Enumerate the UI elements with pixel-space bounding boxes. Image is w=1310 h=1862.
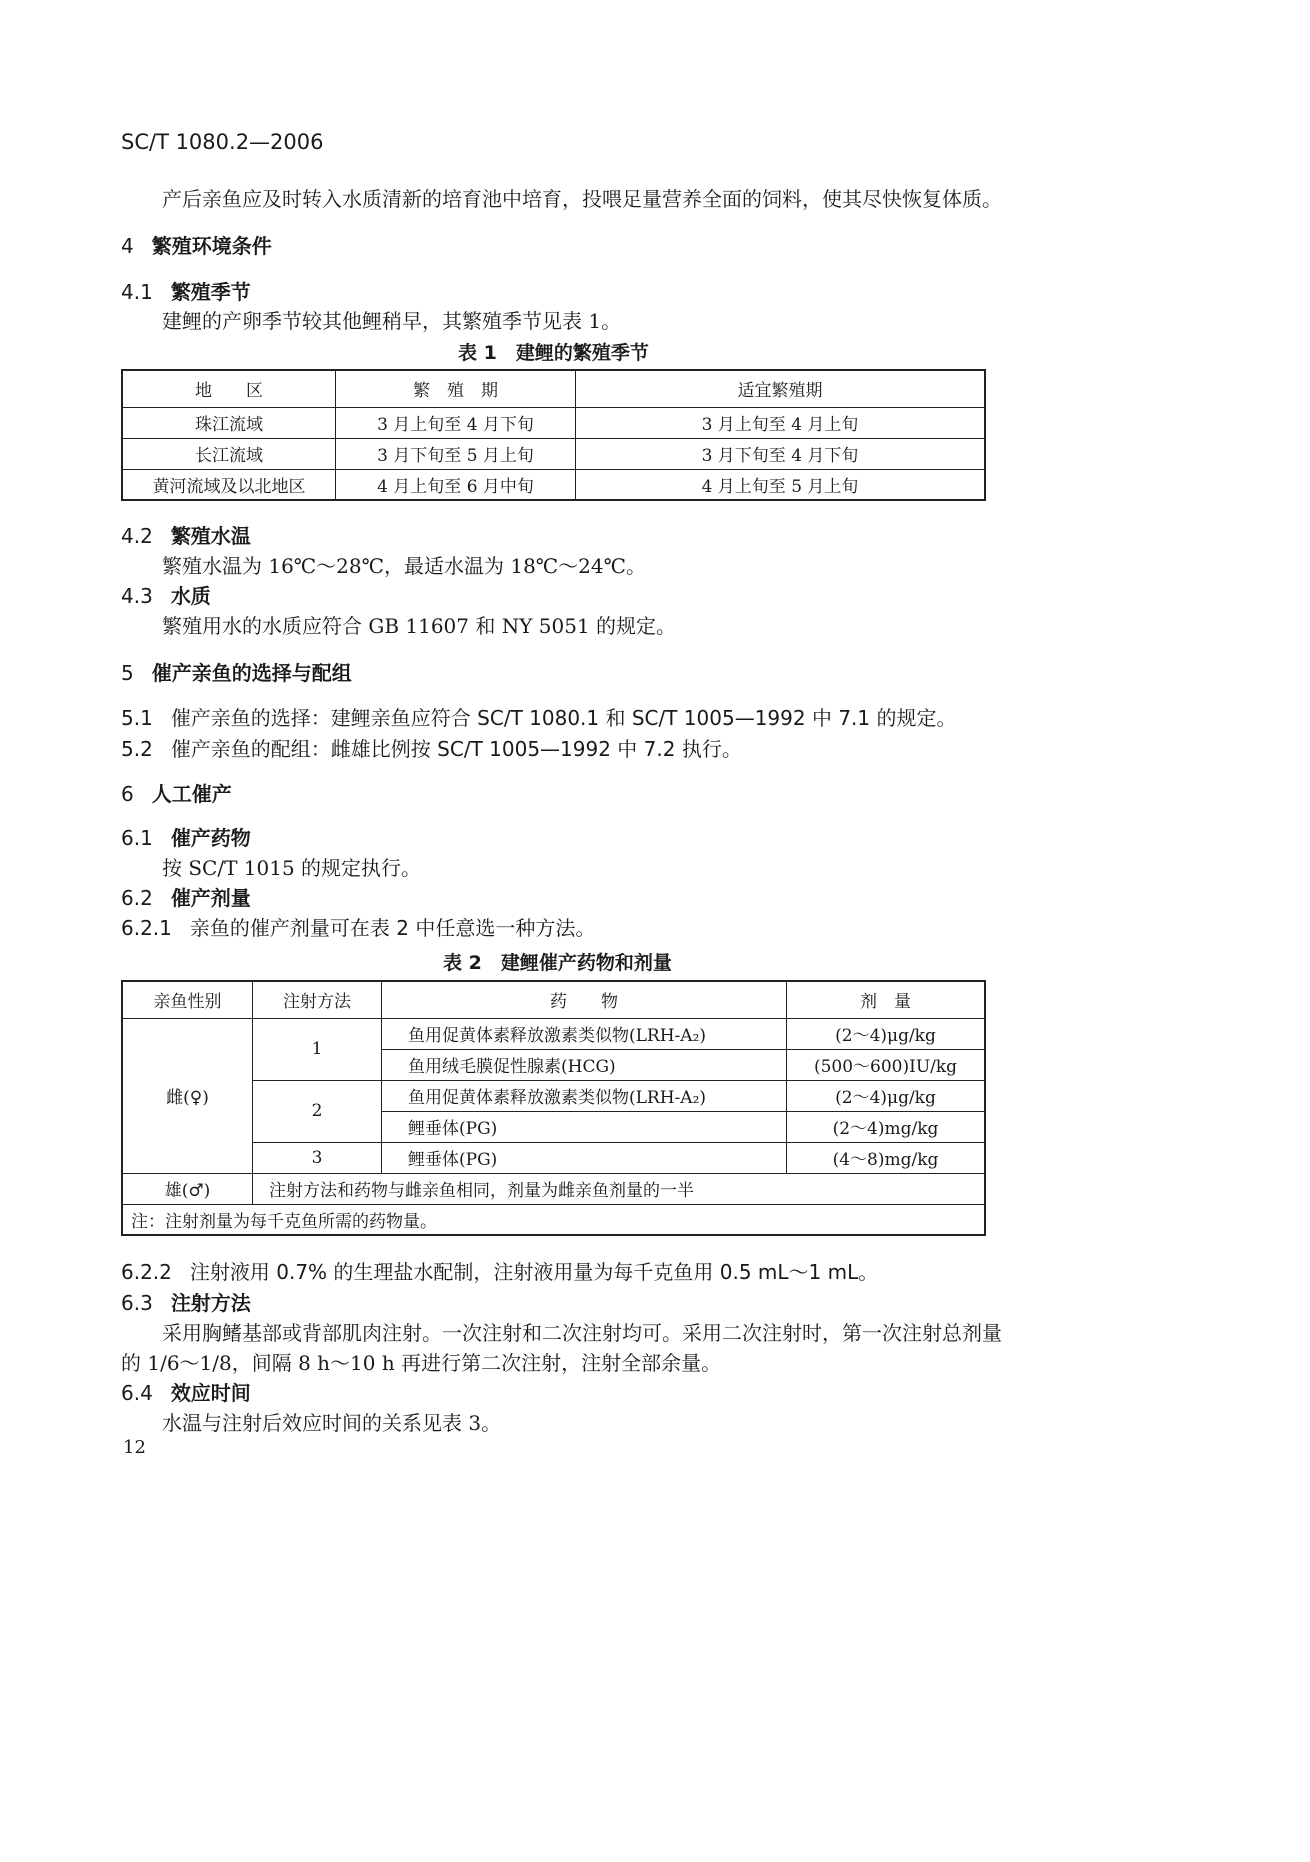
- section-title: 效应时间: [170, 1381, 251, 1405]
- section-title: 催产药物: [170, 826, 251, 850]
- dose-cell: (4～8)mg/kg: [787, 1142, 986, 1173]
- section-6-2-heading: [121, 882, 251, 911]
- section-4-2-text: 繁殖水温为 16℃～28℃，最适水温为 18℃～24℃。: [162, 554, 647, 578]
- table1-cell: 3 月上旬至 4 月上旬: [576, 407, 986, 438]
- table2-footnote: 注：注射剂量为每千克鱼所需的药物量。: [122, 1204, 985, 1235]
- male-note-cell: 注射方法和药物与雌亲鱼相同，剂量为雌亲鱼剂量的一半: [253, 1173, 986, 1204]
- table1-cell: 3 月上旬至 4 月下旬: [336, 407, 576, 438]
- table2-drugs-dosage: [121, 980, 986, 1236]
- table-row: [122, 469, 985, 500]
- table1-cell: 4 月上旬至 6 月中旬: [336, 469, 576, 500]
- table-row: [122, 438, 985, 469]
- section-number: 5.1: [121, 706, 153, 730]
- section-number: 5.2: [121, 737, 153, 761]
- section-number: 6.1: [121, 826, 153, 850]
- section-number: 4.1: [121, 280, 153, 304]
- section-text: 亲鱼的催产剂量可在表 2 中任意选一种方法。: [189, 916, 596, 940]
- table1-cell: 3 月下旬至 5 月上旬: [336, 438, 576, 469]
- table1-cell: 4 月上旬至 5 月上旬: [576, 469, 986, 500]
- method-cell: 1: [253, 1018, 382, 1080]
- section-6-heading: [121, 778, 232, 807]
- section-text: 催产亲鱼的选择：建鲤亲鱼应符合 SC/T 1080.1 和 SC/T 1005—1992 中 7.1 的规定。: [170, 706, 957, 730]
- section-6-2-2: [121, 1256, 878, 1285]
- section-title: 催产亲鱼的选择与配组: [151, 661, 352, 685]
- section-title: 繁殖季节: [170, 280, 251, 304]
- drug-cell: 鱼用绒毛膜促性腺素(HCG): [382, 1049, 787, 1080]
- dose-cell: (2～4)μg/kg: [787, 1080, 986, 1111]
- table1-cell: 3 月下旬至 4 月下旬: [576, 438, 986, 469]
- table1-breeding-season: [121, 369, 986, 501]
- drug-cell: 鲤垂体(PG): [382, 1142, 787, 1173]
- table2-header: 注射方法: [253, 981, 382, 1018]
- section-text: 注射液用 0.7% 的生理盐水配制，注射液用量为每千克鱼用 0.5 mL～1 mL。: [189, 1260, 879, 1284]
- drug-cell: 鱼用促黄体素释放激素类似物(LRH-A₂): [382, 1080, 787, 1111]
- dose-cell: (2～4)mg/kg: [787, 1111, 986, 1142]
- section-number: 6.4: [121, 1381, 153, 1405]
- table1-header: 地 区: [122, 370, 336, 407]
- table1-caption: 表 1 建鲤的繁殖季节: [458, 342, 649, 364]
- intro-paragraph: 产后亲鱼应及时转入水质清新的培育池中培育，投喂足量营养全面的饲料，使其尽快恢复体质。: [162, 187, 1002, 211]
- table1-cell: 珠江流域: [122, 407, 336, 438]
- drug-cell: 鲤垂体(PG): [382, 1111, 787, 1142]
- female-cell: 雌(♀): [122, 1018, 253, 1173]
- table2-caption: 表 2 建鲤催产药物和剂量: [443, 952, 672, 974]
- section-title: 注射方法: [170, 1291, 251, 1315]
- section-5-1: [121, 702, 957, 731]
- section-number: 4.2: [121, 524, 153, 548]
- section-4-1-text: 建鲤的产卵季节较其他鲤稍早，其繁殖季节见表 1。: [162, 309, 622, 333]
- section-number: 6.2.2: [121, 1260, 172, 1284]
- table-row: [122, 1018, 985, 1049]
- table-row: [122, 1173, 985, 1204]
- section-title: 人工催产: [151, 782, 232, 806]
- standard-header: SC/T 1080.2—2006: [121, 130, 324, 154]
- section-title: 水质: [170, 584, 211, 608]
- section-4-3-heading: [121, 580, 211, 609]
- table2-header: 亲鱼性别: [122, 981, 253, 1018]
- section-title: 繁殖水温: [170, 524, 251, 548]
- section-number: 4.3: [121, 584, 153, 608]
- section-number: 6.3: [121, 1291, 153, 1315]
- method-cell: 2: [253, 1080, 382, 1142]
- section-6-4-text: 水温与注射后效应时间的关系见表 3。: [162, 1411, 502, 1435]
- dose-cell: (500～600)IU/kg: [787, 1049, 986, 1080]
- table1-cell: 长江流域: [122, 438, 336, 469]
- section-4-3-text: 繁殖用水的水质应符合 GB 11607 和 NY 5051 的规定。: [162, 614, 677, 638]
- section-6-3-text-line2: 的 1/6～1/8，间隔 8 h～10 h 再进行第二次注射，注射全部余量。: [121, 1351, 722, 1375]
- section-number: 4: [121, 234, 134, 258]
- section-number: 6.2.1: [121, 916, 172, 940]
- section-4-heading: [121, 230, 272, 259]
- table1-header: 适宜繁殖期: [576, 370, 986, 407]
- table-row: [122, 407, 985, 438]
- page-number: 12: [123, 1437, 146, 1458]
- section-number: 5: [121, 661, 134, 685]
- table2-header: 剂 量: [787, 981, 986, 1018]
- section-number: 6.2: [121, 886, 153, 910]
- section-4-2-heading: [121, 520, 251, 549]
- male-cell: 雄(♂): [122, 1173, 253, 1204]
- section-4-1-heading: [121, 276, 251, 305]
- table1-header: 繁 殖 期: [336, 370, 576, 407]
- dose-cell: (2～4)μg/kg: [787, 1018, 986, 1049]
- section-number: 6: [121, 782, 134, 806]
- section-6-3-heading: [121, 1287, 251, 1316]
- section-title: 繁殖环境条件: [151, 234, 272, 258]
- section-5-2: [121, 733, 742, 762]
- section-5-heading: [121, 657, 352, 686]
- section-6-2-1: [121, 912, 595, 941]
- table2-header: 药 物: [382, 981, 787, 1018]
- section-title: 催产剂量: [170, 886, 251, 910]
- section-6-1-heading: [121, 822, 251, 851]
- section-6-1-text: 按 SC/T 1015 的规定执行。: [162, 856, 422, 880]
- drug-cell: 鱼用促黄体素释放激素类似物(LRH-A₂): [382, 1018, 787, 1049]
- table1-cell: 黄河流域及以北地区: [122, 469, 336, 500]
- section-text: 催产亲鱼的配组：雌雄比例按 SC/T 1005—1992 中 7.2 执行。: [170, 737, 742, 761]
- table-row: [122, 1204, 985, 1235]
- section-6-4-heading: [121, 1377, 251, 1406]
- method-cell: 3: [253, 1142, 382, 1173]
- section-6-3-text-line1: 采用胸鳍基部或背部肌肉注射。一次注射和二次注射均可。采用二次注射时，第一次注射总剂量: [162, 1321, 1002, 1345]
